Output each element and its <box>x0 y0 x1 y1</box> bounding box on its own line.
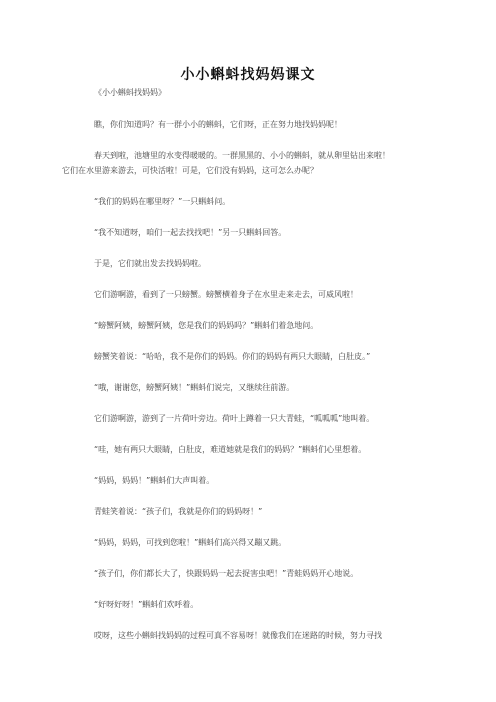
body-paragraph: 于是，它们就出发去找妈妈啦。 <box>94 259 206 268</box>
body-paragraph: 它们游啊游，游到了一片荷叶旁边。荷叶上蹲着一只大青蛙，“呱呱呱”地叫着。 <box>94 414 375 423</box>
page-title: 小小蝌蚪找妈妈课文 <box>180 67 316 83</box>
subtitle-paragraph: 《小小蝌蚪找妈妈》 <box>94 88 166 97</box>
body-paragraph: “我们的妈妈在哪里呀？”一只蝌蚪问。 <box>94 197 231 206</box>
body-paragraph: 青蛙笑着说：“孩子们，我就是你们的妈妈呀！” <box>94 507 263 516</box>
body-paragraph: “妈妈，妈妈！”蝌蚪们大声叫着。 <box>94 476 215 485</box>
body-paragraph: “哇，她有两只大眼睛，白肚皮，难道她就是我们的妈妈？”蝌蚪们心里想着。 <box>94 445 367 454</box>
body-paragraph: 春天到啦，池塘里的水变得暖暖的。一群黑黑的、小小的蝌蚪，就从卵里钻出来啦！ <box>94 151 390 160</box>
body-paragraph: “好呀好呀！”蝌蚪们欢呼着。 <box>94 600 199 609</box>
body-paragraph: 瞧，你们知道吗？有一群小小的蝌蚪，它们呀，正在努力地找妈妈呢！ <box>94 120 342 129</box>
body-paragraph: 螃蟹笑着说：“哈哈，我不是你们的妈妈。你们的妈妈有两只大眼睛，白肚皮。” <box>94 352 371 361</box>
body-paragraph: “妈妈，妈妈，可找到您啦！”蝌蚪们高兴得又蹦又跳。 <box>94 538 287 547</box>
body-paragraph: 哎呀，这些小蝌蚪找妈妈的过程可真不容易呀！就像我们在迷路的时候，努力寻找 <box>94 631 382 640</box>
body-paragraph: “哦，谢谢您，螃蟹阿姨！”蝌蚪们说完，又继续往前游。 <box>94 383 295 392</box>
body-paragraph-continuation: 它们在水里游来游去，可快活啦！可是，它们没有妈妈，这可怎么办呢？ <box>62 166 318 175</box>
body-paragraph: “我不知道呀，咱们一起去找找吧！”另一只蝌蚪回答。 <box>94 228 287 237</box>
body-paragraph: “孩子们，你们都长大了，快跟妈妈一起去捉害虫吧！”青蛙妈妈开心地说。 <box>94 569 359 578</box>
body-paragraph: 它们游啊游，看到了一只螃蟹。螃蟹横着身子在水里走来走去，可威风啦！ <box>94 290 358 299</box>
body-paragraph: “螃蟹阿姨，螃蟹阿姨，您是我们的妈妈吗？”蝌蚪们着急地问。 <box>94 321 319 330</box>
